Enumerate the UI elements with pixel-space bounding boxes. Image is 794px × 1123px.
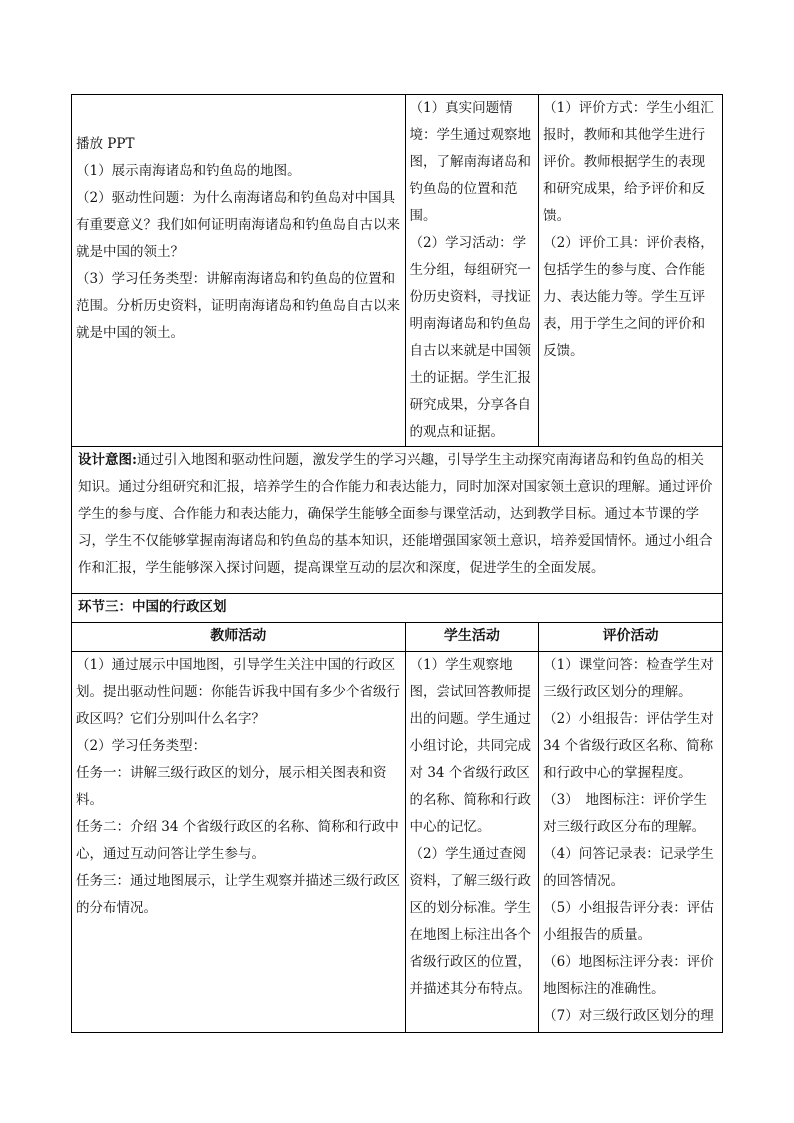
section-title: 环节三：中国的行政区划 — [78, 599, 227, 615]
text-line: 播放 PPT — [76, 136, 135, 152]
text-line: （1）学生观察地图，尝试回答教师提出的问题。学生通过小组讨论，共同完成对 34 个省级行政区的名称、简称和行政中心的记忆。 — [409, 657, 532, 835]
text-line: （2）学生通过查阅资料，了解三级行政区的划分标准。学生在地图上标注出各个省级行政区的位置，并描述其分布特点。 — [409, 846, 532, 997]
text-line: （2）学习活动：学生分组，每组研究一份历史资料，寻找证明南海诸岛和钓鱼岛自古以来就是中国领土的证据。学生汇报研究成果，分享各自的观点和证据。 — [409, 235, 532, 440]
design-intent-text — [78, 447, 716, 582]
text-line: （6）地图标注评分表：评价地图标注的准确性。 — [543, 954, 714, 997]
teacher-activity-cell — [72, 95, 406, 447]
table-row — [72, 447, 723, 594]
header-student — [405, 623, 539, 652]
table-row — [72, 652, 723, 1033]
header-teacher — [72, 623, 406, 652]
text-line: （1）真实问题情境：学生通过观察地图，了解南海诸岛和钓鱼岛的位置和范围。 — [409, 100, 532, 224]
text-line: （1）展示南海诸岛和钓鱼岛的地图。 — [76, 163, 301, 179]
text-line: （3） 地图标注：评价学生对三级行政区分布的理解。 — [543, 792, 707, 835]
text-line: （2）学习任务类型： — [76, 738, 207, 754]
text-line: （7）对三级行政区划分的理 — [543, 1008, 714, 1024]
header-evaluation — [539, 623, 723, 652]
teacher-activity-cell — [72, 652, 406, 1033]
table-row — [72, 623, 723, 652]
design-intent-label: 设计意图: — [78, 452, 137, 468]
text-line: 任务三：通过地图展示，让学生观察并描述三级行政区的分布情况。 — [76, 873, 400, 916]
header-evaluation-label: 评价活动 — [602, 628, 659, 644]
lesson-plan-table — [71, 94, 723, 1033]
student-activity-cell — [405, 95, 539, 447]
header-teacher-label: 教师活动 — [210, 628, 267, 644]
design-intent-body: 通过引入地图和驱动性问题，激发学生的学习兴趣，引导学生主动探究南海诸岛和钓鱼岛的相关知识。通过分组研究和汇报，培养学生的合作能力和表达能力，同时加深对国家领土意识的理解。通过评价学生的参与度、合作能力和表达能力，确保学生能够全面参与课堂活动，达到教学目标。通过本节课的学习，学生不仅能够掌握南海诸岛和钓鱼岛的基本知识，还能增强国家领土意识，培养爱国情怀。通过小组合作和汇报，学生能够深入探讨问题，提高课堂互动的层次和深度，促进学生的全面发展。 — [78, 452, 713, 576]
evaluation-activity-cell — [539, 652, 723, 1033]
student-activity-cell — [405, 652, 539, 1033]
header-student-label: 学生活动 — [443, 628, 500, 644]
text-line: （5）小组报告评分表：评估小组报告的质量。 — [543, 900, 714, 943]
text-line: （4）问答记录表：记录学生的回答情况。 — [543, 846, 714, 889]
section-title-cell — [72, 594, 723, 623]
text-line: （3）学习任务类型：讲解南海诸岛和钓鱼岛的位置和范围。分析历史资料，证明南海诸岛和钓鱼岛自古以来就是中国的领土。 — [76, 271, 400, 341]
text-line: （1）课堂问答：检查学生对三级行政区划分的理解。 — [543, 657, 714, 700]
text-line: （1）通过展示中国地图，引导学生关注中国的行政区划。提出驱动性问题：你能告诉我中国有多少个省级行政区吗？它们分别叫什么名字？ — [76, 657, 400, 727]
text-line: 任务一：讲解三级行政区的划分，展示相关图表和资料。 — [76, 765, 387, 808]
text-line: （2）小组报告：评估学生对 34 个省级行政区名称、简称和行政中心的掌握程度。 — [543, 711, 714, 781]
evaluation-activity-cell — [539, 95, 723, 447]
text-line: （2）驱动性问题：为什么南海诸岛和钓鱼岛对中国具有重要意义？我们如何证明南海诸岛和钓鱼岛自古以来就是中国的领土？ — [76, 190, 400, 260]
table-row — [72, 594, 723, 623]
table-row — [72, 95, 723, 447]
design-intent-cell — [72, 447, 723, 594]
text-line: （2）评价工具：评价表格，包括学生的参与度、合作能力、表达能力等。学生互评表，用于学生之间的评价和反馈。 — [543, 235, 714, 359]
text-line: （1）评价方式：学生小组汇报时，教师和其他学生进行评价。教师根据学生的表现和研究成果，给予评价和反馈。 — [543, 100, 714, 224]
text-line: 任务二：介绍 34 个省级行政区的名称、简称和行政中心，通过互动问答让学生参与。 — [76, 819, 399, 862]
